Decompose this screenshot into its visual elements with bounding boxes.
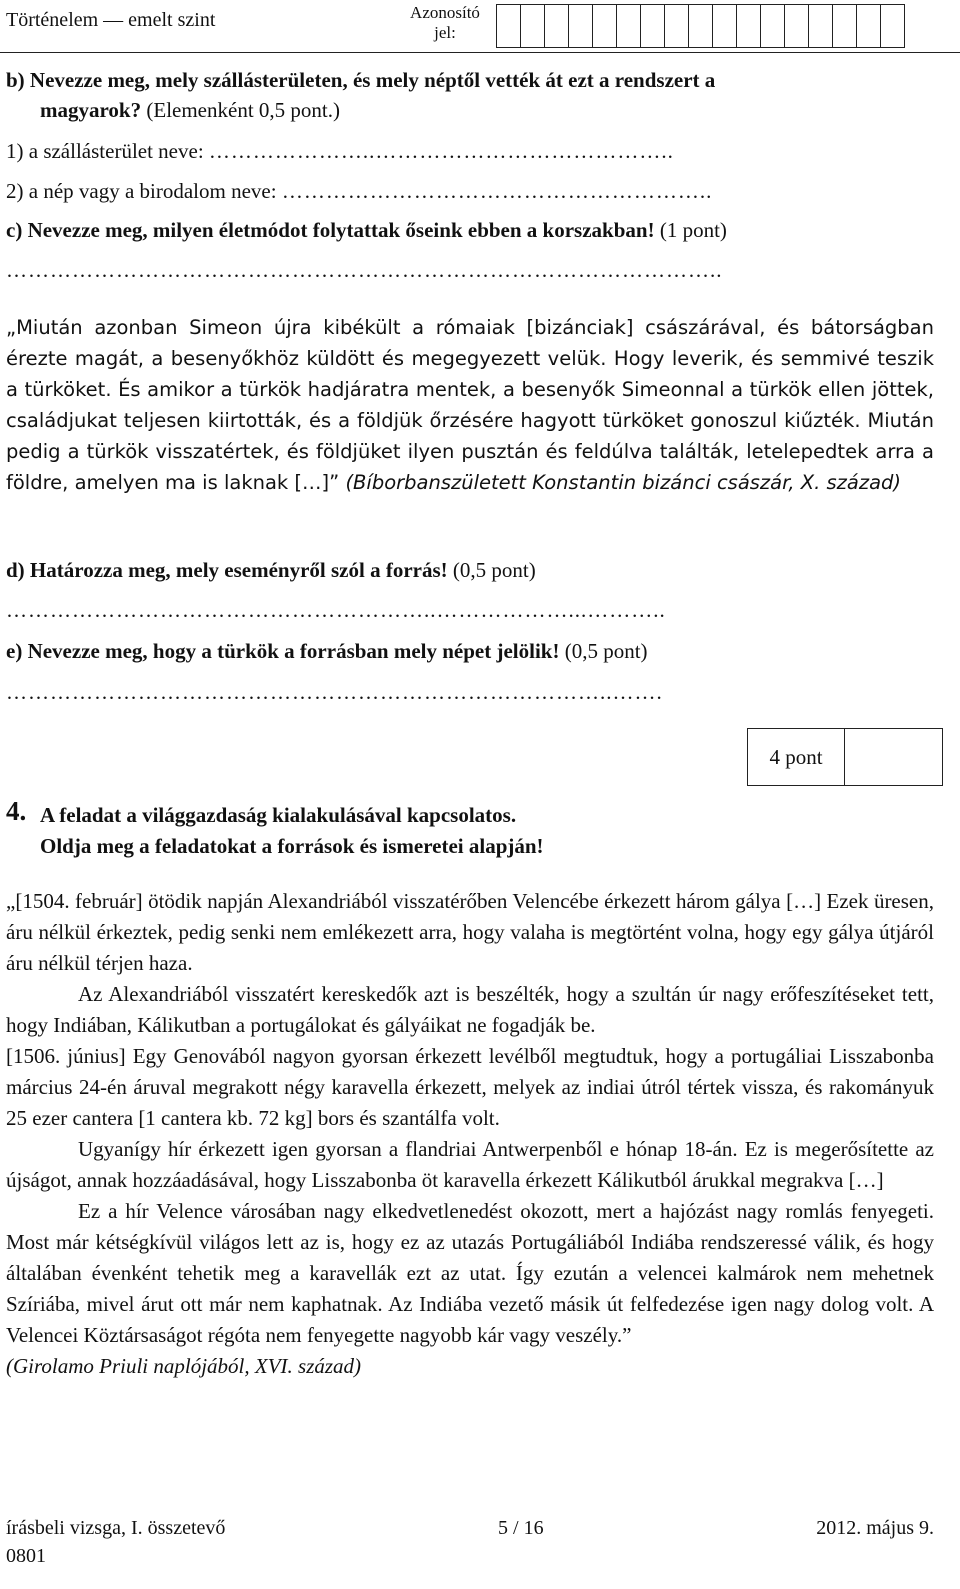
question-c-points: (1 pont) bbox=[659, 218, 727, 242]
question-b-line1: b) Nevezze meg, mely szállásterületen, és mely néptől vették át ezt a rendszert a bbox=[6, 68, 716, 92]
question-d bbox=[6, 558, 536, 583]
task-4-line1: A feladat a világgazdaság kialakulásával kapcsolatos. bbox=[40, 803, 517, 827]
source-2-p5: Ez a hír Velence városában nagy elkedvetlenedést okozott, mert a hajózást nagy romlás fenyegeti. Most már kétségkívül világos lett az is, hogy ez az utazás Portugáliából Indiába rendszeressé válik, és hogy általában évenként tehetik meg a karavellák ezt az utat. Így ezután a velencei kalmárok nem mehetnek Szíriába, mivel árut ott már nem kaphatnak. Az Indiába vezető másik út felfedezése igen nagy dolog volt. A Velencei Köztársaságot régóta nem fenyegette nagyobb kár vagy veszély.” bbox=[6, 1199, 934, 1347]
question-b-line2 bbox=[40, 98, 340, 123]
footer-date: 2012. május 9. bbox=[816, 1517, 934, 1539]
id-box[interactable] bbox=[856, 4, 881, 48]
answer-b1-field[interactable]: …………………..………………………………….. bbox=[208, 139, 674, 163]
id-label-line1: Azonosító bbox=[410, 3, 480, 22]
id-boxes bbox=[497, 4, 905, 48]
id-box[interactable] bbox=[616, 4, 641, 48]
answer-b1-label: 1) a szállásterület neve: bbox=[6, 139, 204, 163]
question-e-points: (0,5 pont) bbox=[564, 639, 648, 663]
question-e-text: e) Nevezze meg, hogy a türkök a forrásban mely népet jelölik! bbox=[6, 639, 560, 663]
id-box[interactable] bbox=[592, 4, 617, 48]
answer-b1 bbox=[6, 139, 674, 164]
id-box[interactable] bbox=[784, 4, 809, 48]
answer-b2-field[interactable]: ………………………………………………….. bbox=[281, 179, 713, 203]
source-2-p2: Az Alexandriából visszatért kereskedők azt is beszélték, hogy a szultán úr nagy erőfeszítéseket tett, hogy Indiában, Kálikutban a portugálokat és gályáikat ne fogadják be. bbox=[6, 982, 934, 1037]
id-label-line2: jel: bbox=[434, 23, 456, 42]
source-2-p1: „[1504. február] ötödik napján Alexandriából visszatérőben Velencébe érkezett három gálya […] Ezek üresen, áru nélkül érkeztek, pedig senki nem emlékezett arra, hogy valaha is megtörtént volna, hogy egy gálya útjáról áru nélkül térjen haza. bbox=[6, 889, 934, 975]
page-header-title: Történelem — emelt szint bbox=[6, 9, 216, 31]
id-box[interactable] bbox=[664, 4, 689, 48]
source-1 bbox=[6, 312, 934, 498]
id-box[interactable] bbox=[496, 4, 521, 48]
task-4-number: 4. bbox=[6, 796, 27, 826]
id-box[interactable] bbox=[880, 4, 905, 48]
id-box[interactable] bbox=[688, 4, 713, 48]
footer-code: 0801 bbox=[6, 1545, 46, 1567]
source-2-p4: Ugyanígy hír érkezett igen gyorsan a flandriai Antwerpenből e hónap 18-án. Ez is megerősítette az újságot, annak hozzáadásával, hogy Lisszabonba öt karavella érkezett Kálikutból árukkal megrakva […] bbox=[6, 1137, 934, 1192]
source-2 bbox=[6, 886, 934, 1382]
answer-c-field[interactable]: …………………………………………………………………………………….. bbox=[6, 258, 723, 282]
answer-d-field[interactable]: …………………………………………………..………………...……….. bbox=[6, 598, 666, 622]
answer-b2 bbox=[6, 179, 712, 204]
score-box-label: 4 pont bbox=[748, 729, 845, 785]
source-2-p3: [1506. június] Egy Genovából nagyon gyorsan érkezett levélből megtudtuk, hogy a portugáliai Lisszabonba március 24-én áruval megrakott négy karavella érkezett, melyek az indiai útról tértek vissza, és rakományuk 25 ezer cantera [1 cantera kb. 72 kg] bors és szantálfa volt. bbox=[6, 1044, 934, 1130]
score-box-field[interactable] bbox=[845, 729, 942, 785]
id-box[interactable] bbox=[832, 4, 857, 48]
footer-left: írásbeli vizsga, I. összetevő bbox=[6, 1517, 226, 1539]
id-box[interactable] bbox=[808, 4, 833, 48]
question-c-text: c) Nevezze meg, milyen életmódot folytattak őseink ebben a korszakban! bbox=[6, 218, 655, 242]
question-d-points: (0,5 pont) bbox=[452, 558, 536, 582]
question-b-line2-text: magyarok? bbox=[40, 98, 142, 122]
source-1-text: „Miután azonban Simeon újra kibékült a rómaiak [bizánciak] császárával, és bátorságban érezte magát, a besenyőkhöz küldött és megegyezett velük. Hogy leverik, és semmivé teszik a türköket. És amikor a türkök hadjáratra mentek, a besenyők Simeonnal a türkök ellen jöttek, családjukat teljesen kiirtották, és a földjük őrzésére hagyott türköket gonoszul kiűzték. Miután pedig a türkök visszatértek, és földjüket ilyen pusztán és feldúlva találták, letelepedtek arra a földre, amelyen ma is laknak […]” bbox=[6, 316, 934, 494]
page-footer bbox=[6, 1517, 934, 1540]
footer-page-number: 5 / 16 bbox=[498, 1517, 544, 1539]
question-c bbox=[6, 218, 727, 243]
source-1-citation: (Bíborbanszületett Konstantin bizánci császár, X. század) bbox=[345, 471, 902, 494]
id-box[interactable] bbox=[520, 4, 545, 48]
id-box[interactable] bbox=[736, 4, 761, 48]
question-e bbox=[6, 639, 648, 664]
task-4-instructions bbox=[40, 800, 544, 862]
id-box[interactable] bbox=[712, 4, 737, 48]
id-box[interactable] bbox=[544, 4, 569, 48]
question-d-text: d) Határozza meg, mely eseményről szól a forrás! bbox=[6, 558, 448, 582]
id-box[interactable] bbox=[760, 4, 785, 48]
id-label bbox=[404, 3, 486, 43]
answer-b2-label: 2) a nép vagy a birodalom neve: bbox=[6, 179, 277, 203]
source-2-citation: (Girolamo Priuli naplójából, XVI. század) bbox=[6, 1354, 362, 1378]
answer-e-field[interactable]: ………………………………………………………………………..……. bbox=[6, 680, 663, 704]
header-rule bbox=[0, 52, 960, 53]
score-box bbox=[747, 728, 943, 786]
question-b-points: (Elemenként 0,5 pont.) bbox=[146, 98, 340, 122]
id-box[interactable] bbox=[568, 4, 593, 48]
task-4-line2: Oldja meg a feladatokat a források és ismeretei alapján! bbox=[40, 834, 544, 858]
id-box[interactable] bbox=[640, 4, 665, 48]
